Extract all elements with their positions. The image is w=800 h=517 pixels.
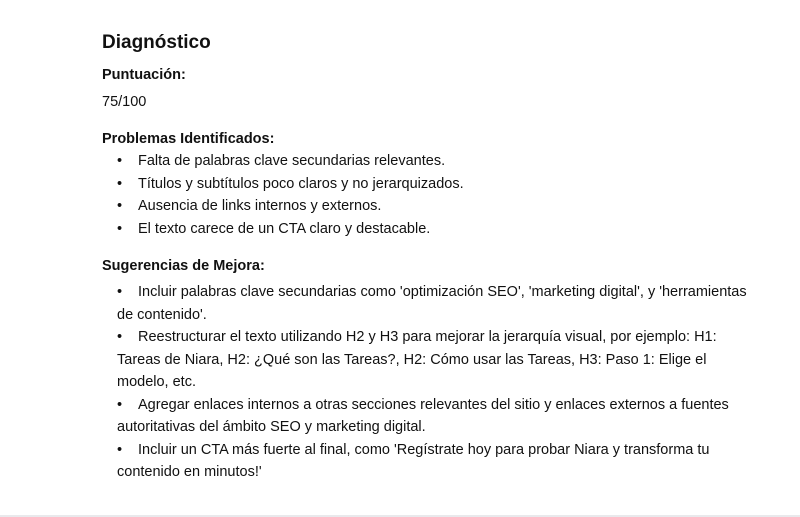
list-item-text: Agregar enlaces internos a otras secciones relevantes del sitio y enlaces externos a fuentes autoritativas del ámbito SEO y marketing digital. <box>117 396 729 435</box>
list-item-text: Ausencia de links internos y externos. <box>138 198 382 214</box>
bullet-icon: • <box>117 329 123 345</box>
list-item <box>102 281 762 326</box>
diagnostic-panel <box>102 30 762 484</box>
problems-list <box>102 150 762 240</box>
bullet-icon: • <box>117 220 123 237</box>
page-title: Diagnóstico <box>102 32 211 53</box>
bullet-icon: • <box>117 441 123 458</box>
suggestions-heading: Sugerencias de Mejora: <box>102 258 265 274</box>
score-label: Puntuación: <box>102 67 186 83</box>
list-item <box>102 394 762 439</box>
bullet-icon: • <box>117 153 123 169</box>
list-item-text: Incluir palabras clave secundarias como 'optimización SEO', 'marketing digital', y 'herramientas de contenido'. <box>117 284 747 323</box>
list-item <box>102 195 762 218</box>
list-item <box>102 150 762 173</box>
list-item-text: Títulos y subtítulos poco claros y no jerarquizados. <box>138 175 464 192</box>
list-item <box>102 326 762 394</box>
list-item-text: Falta de palabras clave secundarias relevantes. <box>138 153 446 169</box>
list-item-text: Reestructurar el texto utilizando H2 y H3 para mejorar la jerarquía visual, por ejemplo: H1: Tareas de Niara, H2: ¿Qué son las Tareas?, H2: Cómo usar las Tareas, H3: Paso 1: Elige el modelo, etc. <box>117 329 717 390</box>
bullet-icon: • <box>117 396 123 413</box>
bullet-icon: • <box>117 175 123 192</box>
problems-heading: Problemas Identificados: <box>102 131 275 147</box>
list-item <box>102 439 762 484</box>
list-item-text: Incluir un CTA más fuerte al final, como 'Regístrate hoy para probar Niara y transforma tu contenido en minutos!' <box>117 441 710 480</box>
score-value: 75/100 <box>102 94 147 110</box>
list-item-text: El texto carece de un CTA claro y destacable. <box>138 220 431 237</box>
list-item <box>102 218 762 241</box>
bullet-icon: • <box>117 284 123 300</box>
bullet-icon: • <box>117 198 123 214</box>
list-item <box>102 173 762 196</box>
suggestions-list <box>102 281 762 484</box>
